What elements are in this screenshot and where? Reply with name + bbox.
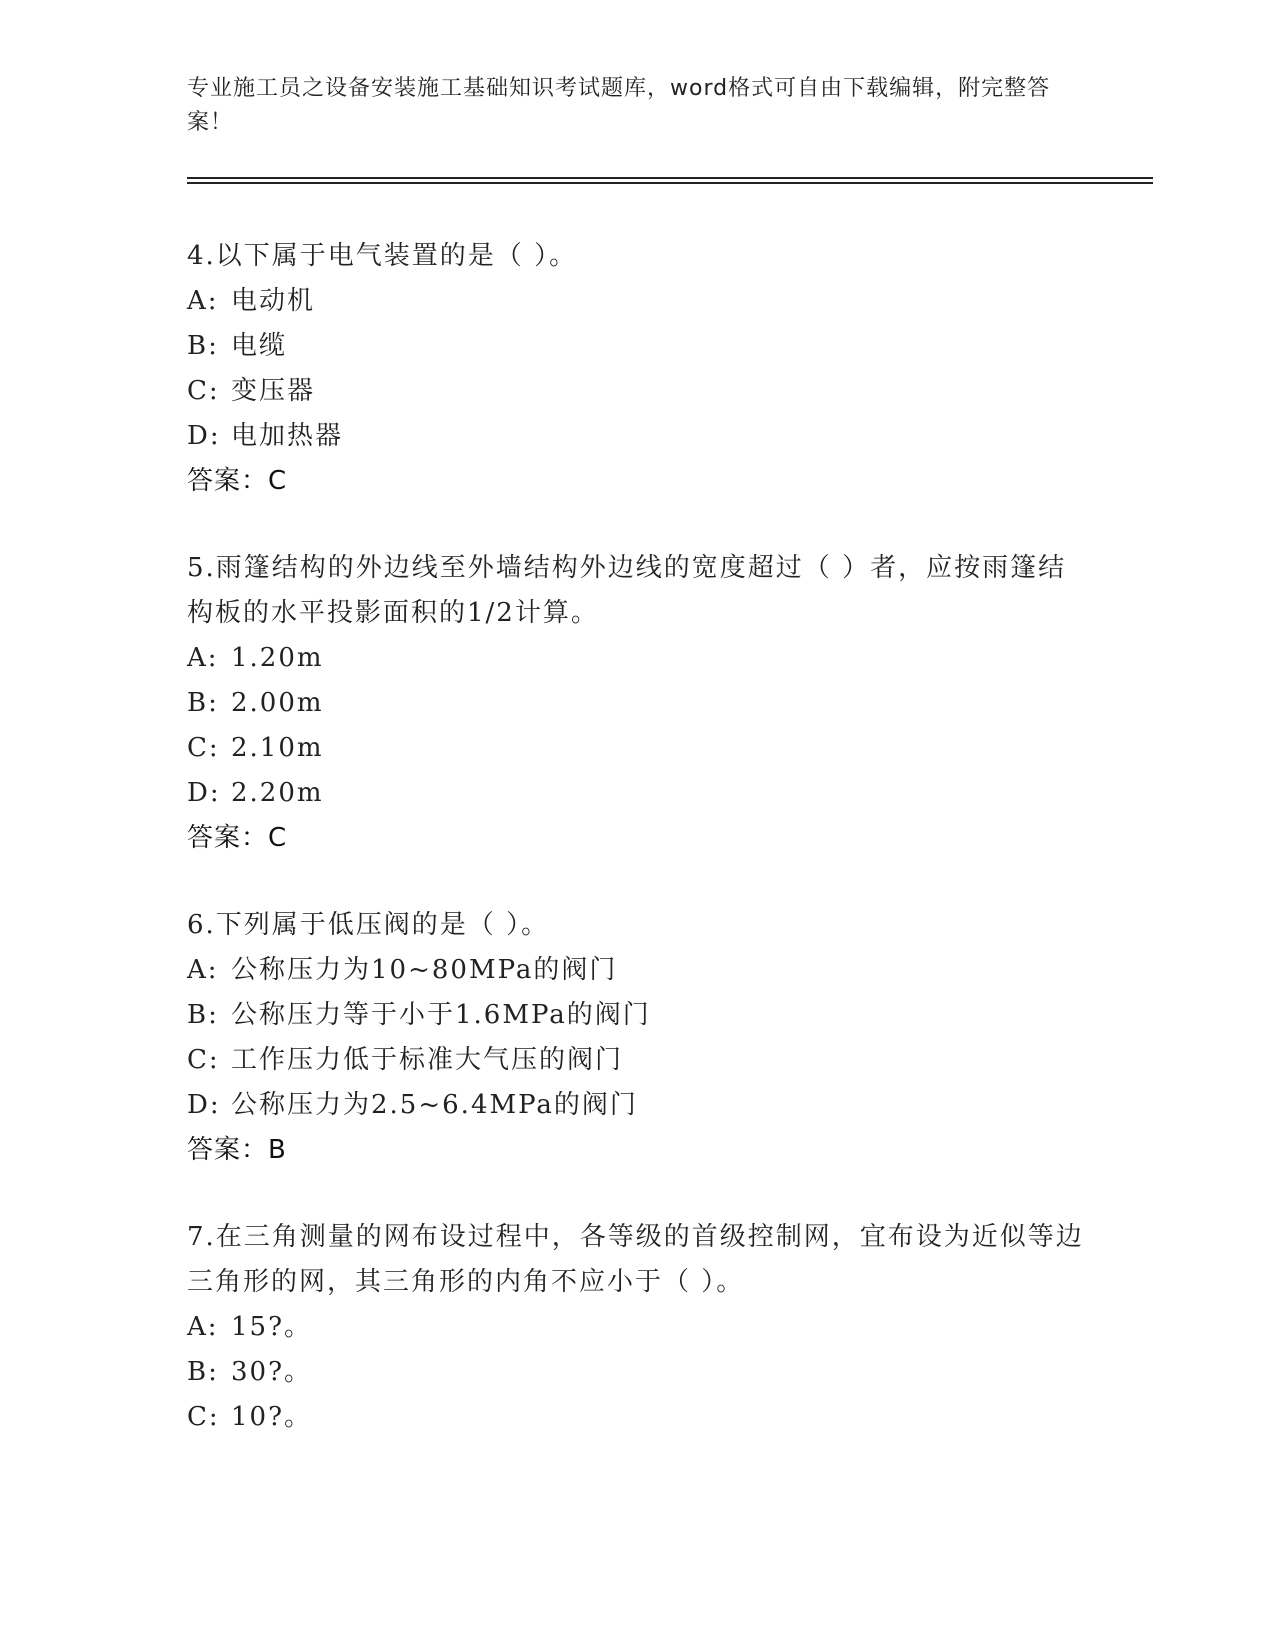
option-d [187,771,1087,816]
option-d [187,414,1087,459]
option-letter: C: [187,1402,220,1432]
question-5 [187,546,1087,861]
option-letter: D: [187,421,221,451]
option-letter: D: [187,778,221,808]
option-c [187,726,1087,771]
option-text: 1.20m [231,643,324,673]
option-b [187,681,1087,726]
option-text: 2.10m [231,733,324,763]
header-rule-bottom [187,182,1153,184]
option-letter: B: [187,688,219,718]
question-4 [187,234,1087,504]
answer: 答案：B [187,1135,287,1165]
option-letter: C: [187,1045,220,1075]
option-letter: A: [187,286,219,316]
question-6 [187,903,1087,1173]
question-text: 4.以下属于电气装置的是（ ）。 [187,241,578,271]
option-c [187,1038,1087,1083]
option-letter: D: [187,1090,221,1120]
header-rule-top [187,177,1153,179]
option-a [187,1305,1087,1350]
option-text: 10?。 [231,1402,313,1432]
option-text: 电缆 [231,331,288,361]
question-list [187,234,1087,1482]
question-7 [187,1215,1087,1440]
option-text: 15?。 [231,1312,313,1342]
option-a [187,636,1087,681]
option-letter: A: [187,643,219,673]
question-text: 5.雨篷结构的外边线至外墙结构外边线的宽度超过（ ）者，应按雨篷结构板的水平投影面积的1/2计算。 [187,553,1067,628]
option-d [187,1083,1087,1128]
option-b [187,324,1087,369]
option-text: 2.20m [231,778,324,808]
option-text: 电动机 [231,286,316,316]
option-b [187,993,1087,1038]
document-header: 专业施工员之设备安装施工基础知识考试题库，word格式可自由下载编辑，附完整答案！ [187,76,1051,135]
option-b [187,1350,1087,1395]
option-letter: A: [187,1312,219,1342]
question-text: 6.下列属于低压阀的是（ ）。 [187,910,550,940]
answer: 答案：C [187,466,288,496]
option-letter: A: [187,955,219,985]
option-text: 公称压力为10~80MPa的阀门 [231,955,618,985]
option-a [187,279,1087,324]
option-a [187,948,1087,993]
option-letter: B: [187,1000,219,1030]
option-text: 公称压力为2.5~6.4MPa的阀门 [231,1090,638,1120]
option-text: 电加热器 [231,421,344,451]
option-text: 工作压力低于标准大气压的阀门 [231,1045,624,1075]
option-letter: B: [187,1357,219,1387]
option-c [187,369,1087,414]
option-letter: B: [187,331,219,361]
option-text: 2.00m [231,688,324,718]
answer: 答案：C [187,823,288,853]
option-text: 公称压力等于小于1.6MPa的阀门 [231,1000,651,1030]
question-text: 7.在三角测量的网布设过程中，各等级的首级控制网，宜布设为近似等边三角形的网，其三角形的内角不应小于（ ）。 [187,1222,1084,1297]
option-c [187,1395,1087,1440]
option-letter: C: [187,376,220,406]
option-letter: C: [187,733,220,763]
option-text: 30?。 [231,1357,313,1387]
option-text: 变压器 [231,376,316,406]
